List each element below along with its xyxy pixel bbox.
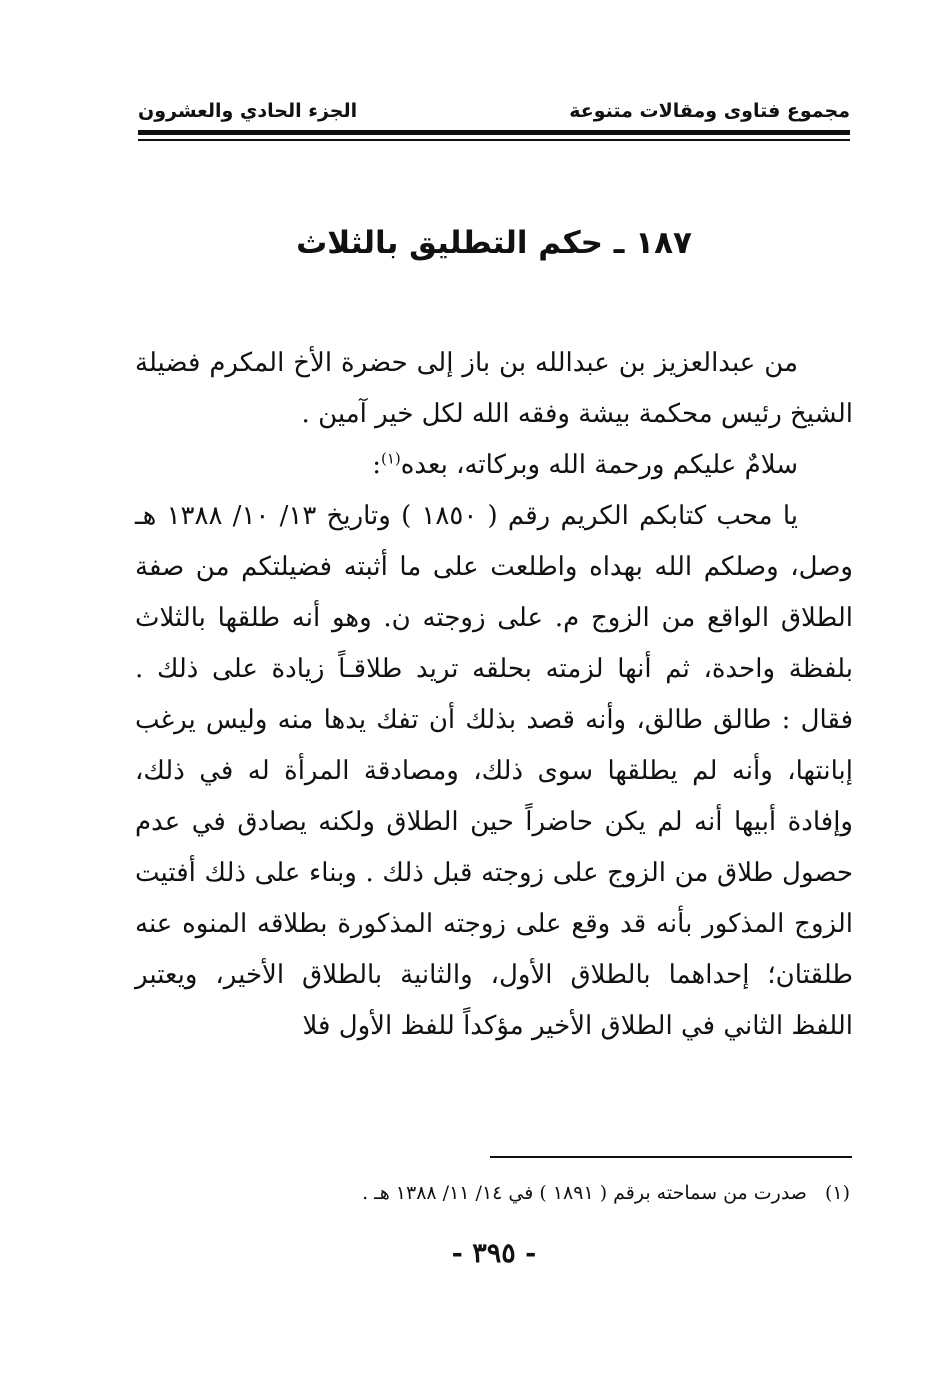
letter-body (135, 338, 853, 1052)
greeting-text: سلامٌ عليكم ورحمة الله وبركاته، بعده (400, 450, 798, 480)
footnote-number: (١) (824, 1182, 850, 1204)
section-title: ١٨٧ ـ حكم التطليق بالثلاث (296, 225, 692, 261)
header-rule-thick (138, 130, 850, 135)
page-number: - ٣٩٥ - (451, 1238, 537, 1269)
footnote (138, 1182, 850, 1204)
footnote-rule (490, 1156, 852, 1158)
running-header-part: الجزء الحادي والعشرون (138, 100, 358, 122)
opening-paragraph: من عبدالعزيز بن عبدالله بن باز إلى حضرة الأخ المكرم فضيلة الشيخ رئيس محكمة بيشة وفقه الله لكل خير آمين . (135, 348, 853, 429)
footnote-marker: (١) (380, 449, 401, 468)
greeting-paragraph (135, 440, 853, 491)
header-rule-thin (138, 139, 850, 141)
footnote-text: صدرت من سماحته برقم ( ١٨٩١ ) في ١٤/ ١١/ ١٣٨٨ هـ . (362, 1182, 807, 1204)
running-header-book-title: مجموع فتاوى ومقالات متنوعة (569, 100, 850, 122)
main-paragraph: يا محب كتابكم الكريم رقم ( ١٨٥٠ ) وتاريخ ١٣/ ١٠/ ١٣٨٨ هـ وصل، وصلكم الله بهداه واطلعت على ما أثبته فضيلتكم من صفة الطلاق الواقع من الزوج م. على زوجته ن. وهو أنه طلقها بالثلاث بلفظة واحدة، ثم أنها لزمته بحلقه تريد طلاقـاً زيادة على ذلك . فقال : طالق طالق، وأنه قصد بذلك أن تفك يدها منه وليس يرغب إبانتها، وأنه لم يطلقها سوى ذلك، ومصادقة المرأة له في ذلك، وإفادة أبيها أنه لم يكن حاضراً حين الطلاق ولكنه يصادق في عدم حصول طلاق من الزوج على زوجته قبل ذلك . وبناء على ذلك أفتيت الزوج المذكور بأنه قد وقع على زوجته المذكورة بطلاقه المنوه عنه طلقتان؛ إحداهما بالطلاق الأول، والثانية بالطلاق الأخير، ويعتبر اللفظ الثاني في الطلاق الأخير مؤكداً للفظ الأول فلا (135, 501, 853, 1041)
greeting-colon: : (372, 450, 381, 480)
